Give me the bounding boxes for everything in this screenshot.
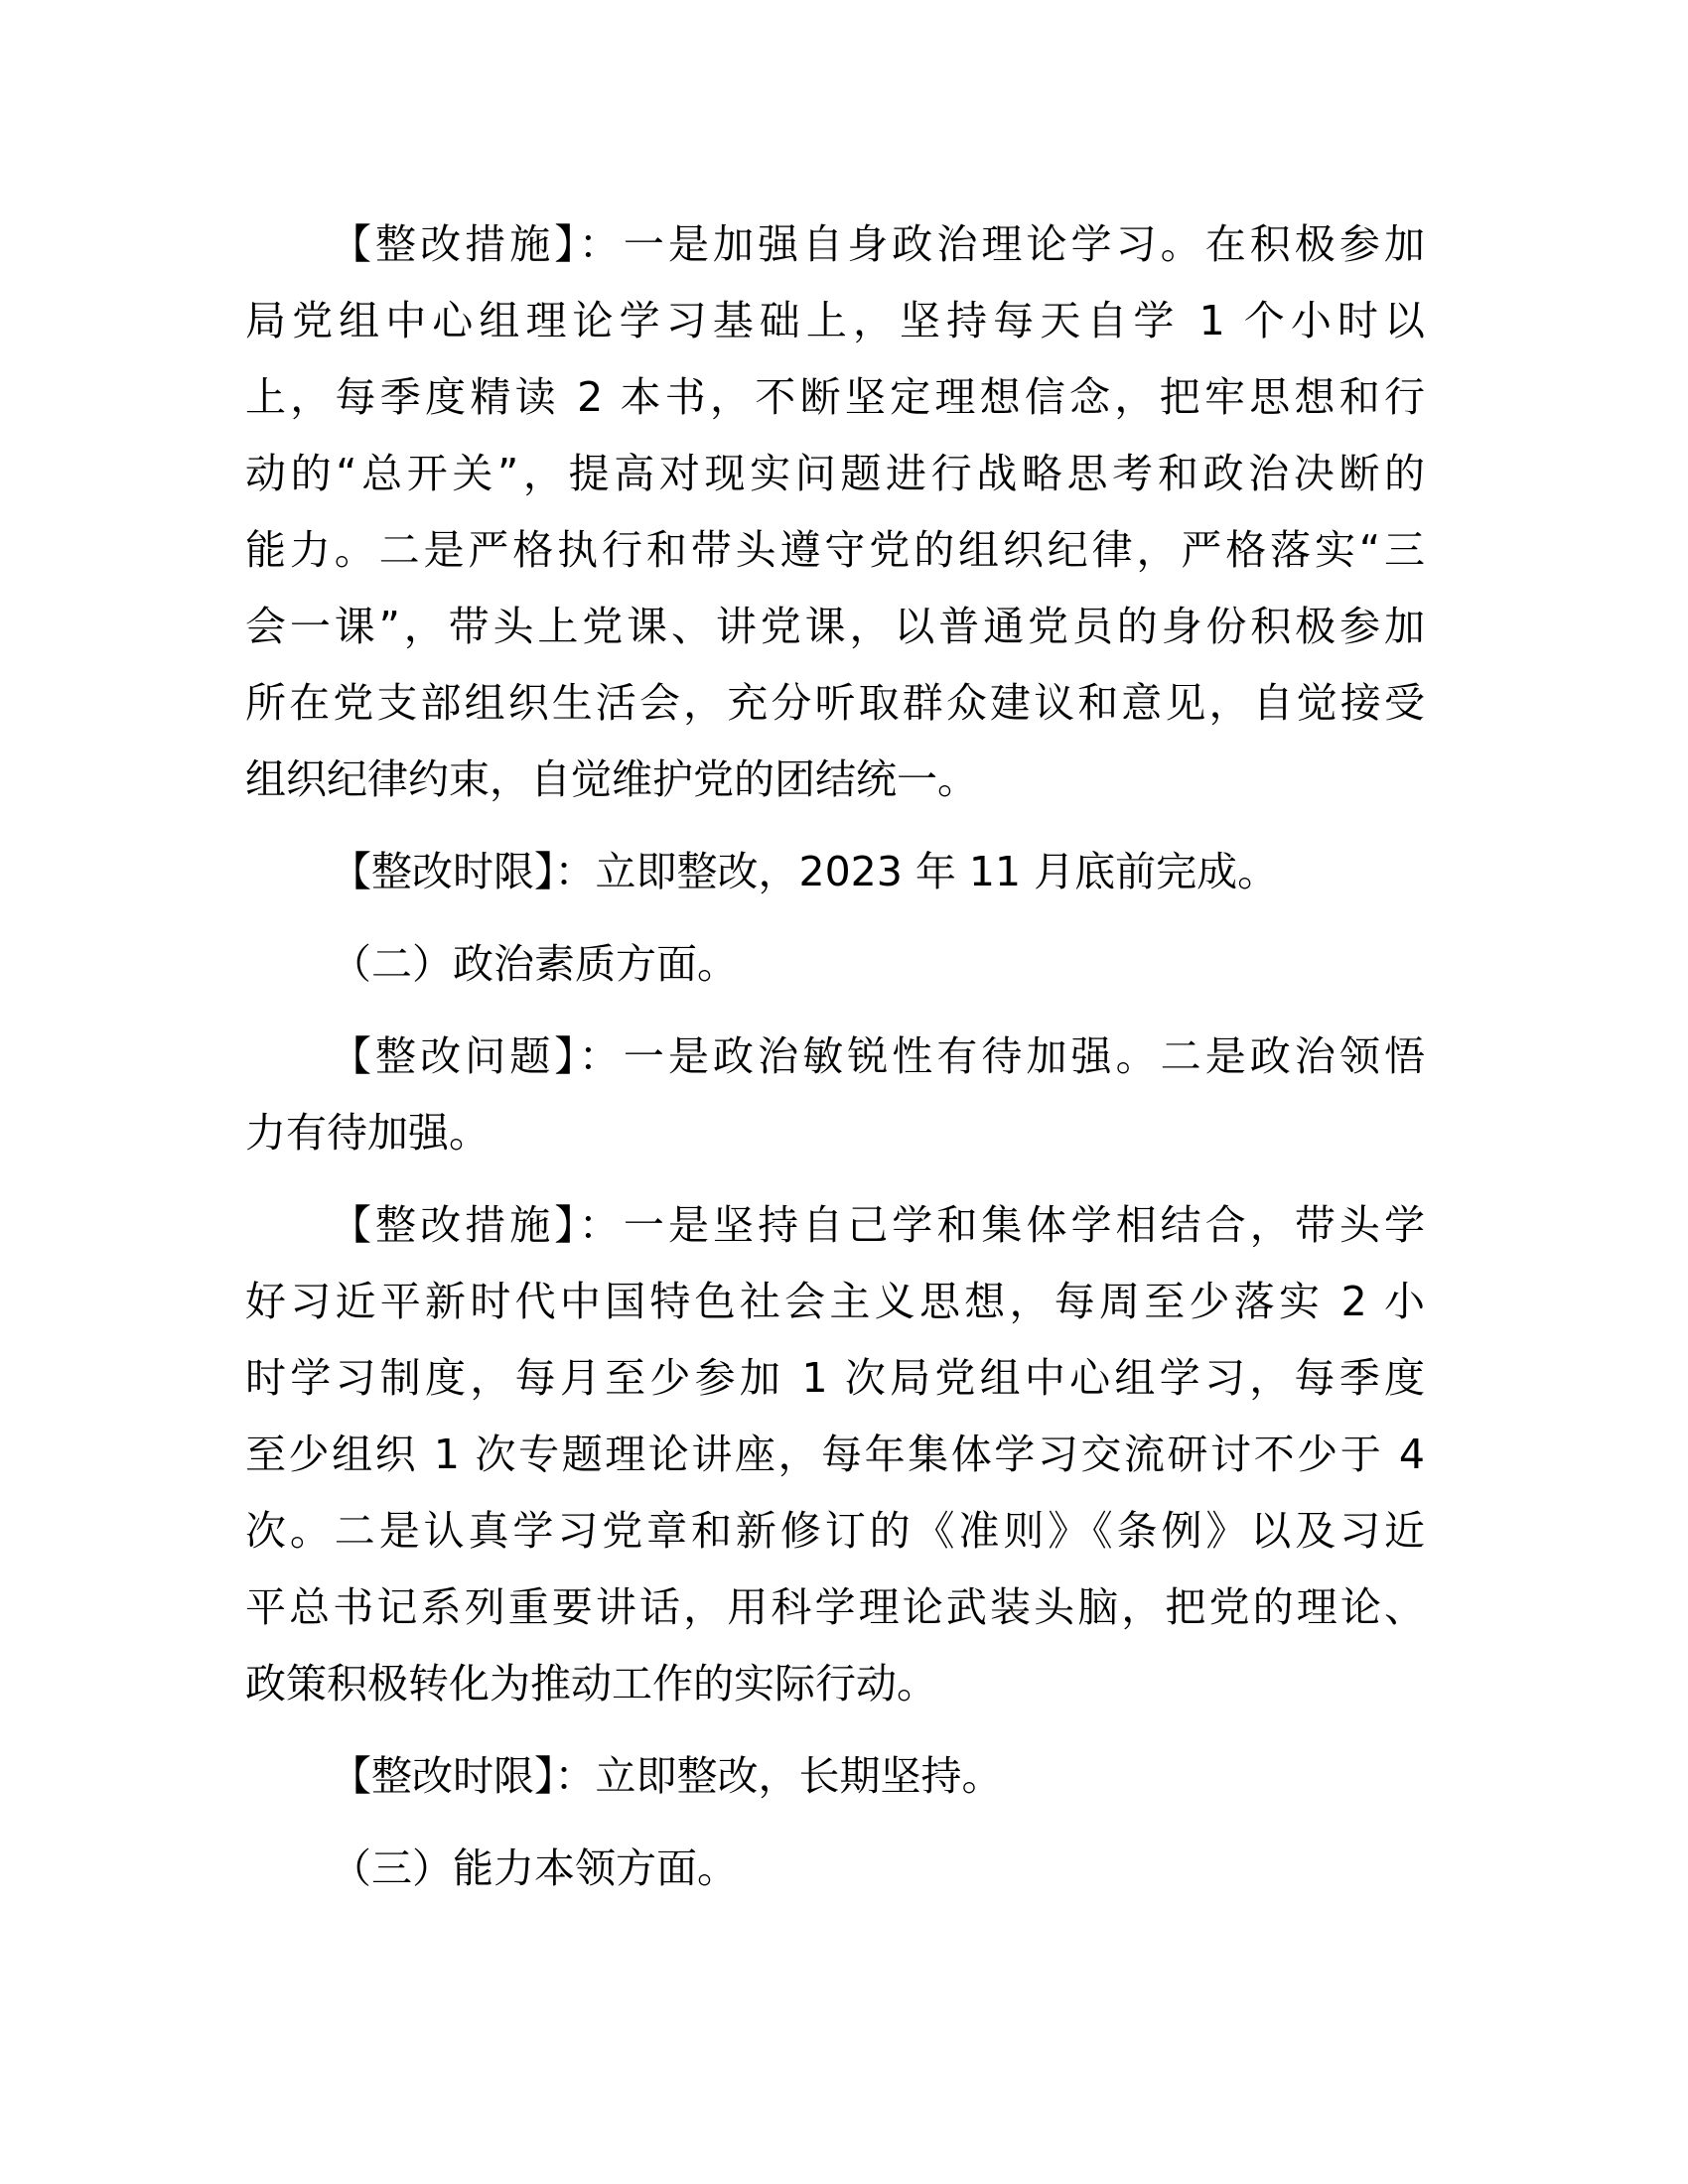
text-line: 【整改时限】：立即整改，长期坚持。 <box>331 1752 1003 1800</box>
text-line: 上，每季度精读 2 本书，不断坚定理想信念，把牢思想和行 <box>245 373 1425 421</box>
text-line: 【整改时限】：立即整改，2023 年 11 月底前完成。 <box>331 848 1279 895</box>
text-line: 【整改措施】：一是坚持自己学和集体学相结合，带头学 <box>331 1201 1425 1249</box>
section-heading-paragraph <box>245 1831 1425 1907</box>
deadline-paragraph <box>245 834 1425 910</box>
text-line: 次。二是认真学习党章和新修订的《准则》《条例》以及习近 <box>245 1507 1425 1555</box>
text-line: 平总书记系列重要讲话，用科学理论武装头脑，把党的理论、 <box>245 1583 1425 1631</box>
text-line: 所在党支部组织生活会，充分听取群众建议和意见，自觉接受 <box>245 679 1425 727</box>
text-line: 【整改措施】：一是加强自身政治理论学习。在积极参加 <box>331 220 1425 268</box>
text-line: 【整改问题】：一是政治敏锐性有待加强。二是政治领悟 <box>331 1032 1425 1080</box>
document-body <box>245 206 1425 1923</box>
text-line: 政策积极转化为推动工作的实际行动。 <box>245 1660 937 1707</box>
text-line: 局党组中心组理论学习基础上，坚持每天自学 1 个小时以 <box>245 297 1425 344</box>
measures-paragraph <box>245 1187 1425 1722</box>
text-line: 组织纪律约束，自觉维护党的团结统一。 <box>245 755 978 803</box>
text-line: （三）能力本领方面。 <box>331 1844 738 1892</box>
text-line: （二）政治素质方面。 <box>331 940 738 988</box>
section-heading-paragraph <box>245 926 1425 1003</box>
text-line: 力有待加强。 <box>245 1109 490 1157</box>
deadline-paragraph <box>245 1738 1425 1815</box>
text-line: 时学习制度，每月至少参加 1 次局党组中心组学习，每季度 <box>245 1354 1425 1402</box>
text-line: 好习近平新时代中国特色社会主义思想，每周至少落实 2 小 <box>245 1278 1425 1325</box>
text-line: 能力。二是严格执行和带头遵守党的组织纪律，严格落实“三 <box>245 526 1425 574</box>
text-line: 动的“总开关”，提高对现实问题进行战略思考和政治决断的 <box>245 450 1425 497</box>
problems-paragraph <box>245 1019 1425 1171</box>
measures-paragraph <box>245 206 1425 818</box>
text-line: 至少组织 1 次专题理论讲座，每年集体学习交流研讨不少于 4 <box>245 1431 1425 1478</box>
text-line: 会一课”，带头上党课、讲党课，以普通党员的身份积极参加 <box>245 603 1425 650</box>
